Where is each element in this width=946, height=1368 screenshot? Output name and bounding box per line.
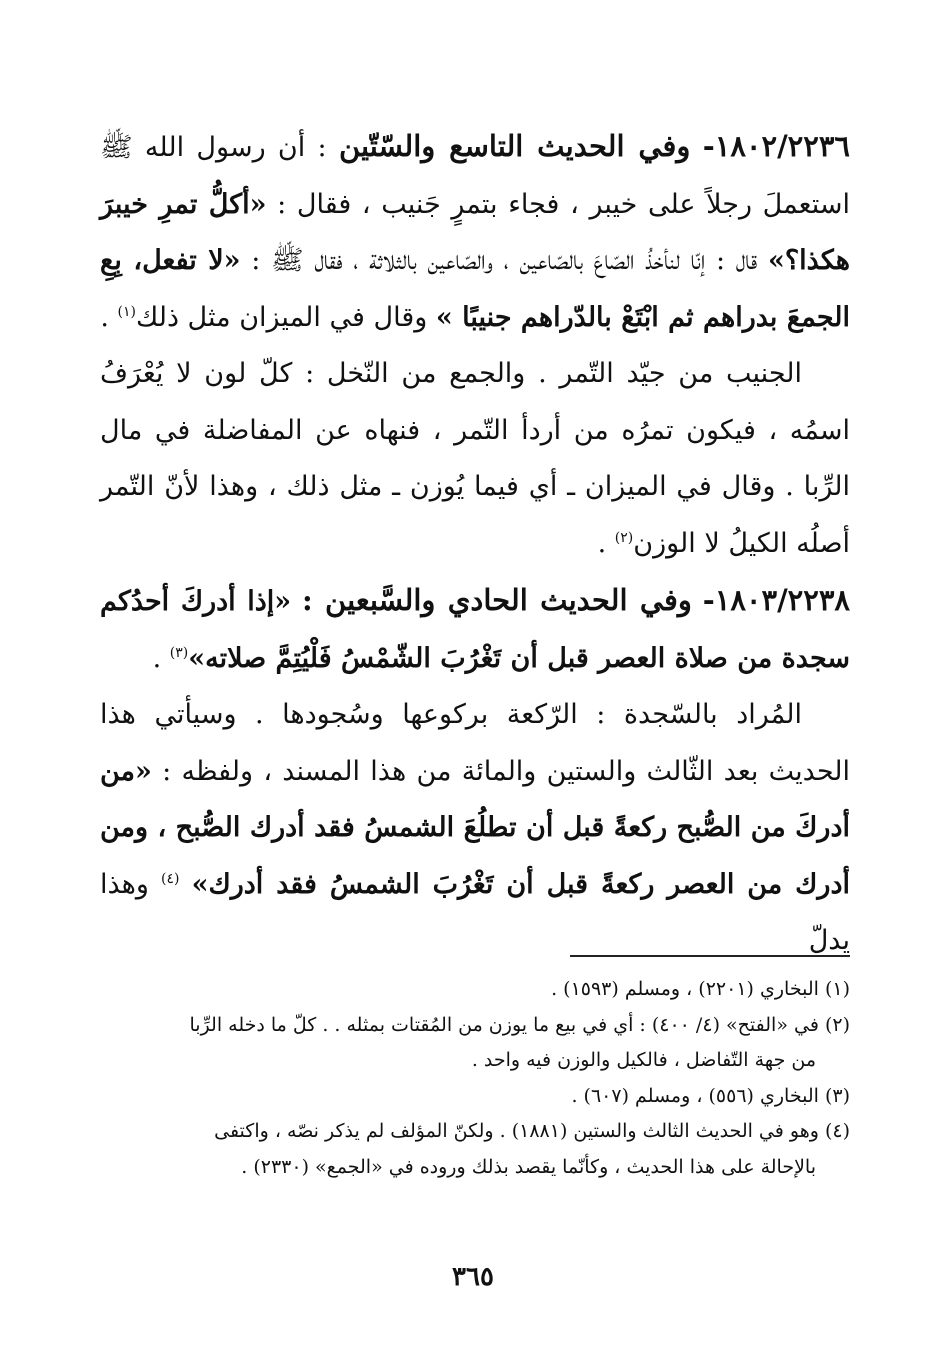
hadith-heading: وفي الحديث التاسع والسّتّين (338, 129, 691, 163)
paragraph-hadith-1803 (100, 572, 850, 687)
hadith-quote: «لا تفعل، بِعِ الجمعَ بدراهم ثم ابْتَعْ بالدّراهم جنيبًا » (100, 245, 850, 333)
hadith-quote: «إذا أدركَ أحدُكم سجدة من صلاة العصر قبل أن تَغْرُبَ الشّمْسُ فَلْيُتِمَّ صلاته» (100, 586, 850, 674)
main-text (100, 118, 850, 970)
commentary-text: الجنيب من جيّد التّمر . والجمع من النّخل : كلّ لون لا يُعْرَفُ اسمُه ، فيكون تمرُه من أردأ التّمر ، فنهاه عن المفاضلة في مال الرِّبا . وقال في الميزان ـ أي فيما يُوزن ـ مثل ذلك ، وهذا لأنّ التّمر أصلُه الكيلُ لا الوزن (100, 358, 850, 559)
paragraph-commentary-2 (100, 687, 850, 970)
commentary-text: المُراد بالسّجدة : الرّكعة بركوعها وسُجودها . وسيأتي هذا الحديث بعد الثّالث والستين والمائة من هذا المسند ، ولفظه : (100, 699, 850, 787)
footnote-2-continuation: من جهة التّفاضل ، فالكيل والوزن فيه واحد . (471, 1049, 816, 1071)
footnotes (100, 972, 850, 1185)
sentence-end: . (100, 301, 109, 333)
paragraph-hadith-1802 (100, 118, 850, 346)
footnote-3: (٣) البخاري (٥٥٦) ، ومسلم (٦٠٧) . (571, 1084, 850, 1107)
footnote-marker: (٤) (161, 870, 180, 887)
hadith-heading: وفي الحديث الحادي والسَّبعين : (302, 583, 692, 617)
footnote-marker: (١) (117, 303, 136, 320)
hadith-number: ١٨٠٢/٢٢٣٦- (702, 129, 850, 163)
hadith-quote: «من أدركَ من الصُّبح ركعةً قبل أن تطلُعَ الشمسُ فقد أدرك الصُّبح ، ومن أدرك من العصر ركعةً قبل أن تَغْرُبَ الشمسُ فقد أدرك» (100, 755, 850, 900)
footnote-separator (570, 955, 850, 957)
commentary-text: وهذا يدلّ (100, 868, 850, 956)
paragraph-commentary-1 (100, 346, 850, 572)
footnote-2: (٢) في «الفتح» (٤/ ٤٠٠) : أي في بيع ما يوزن من المُقتات بمثله . . كلّ ما دخله الرِّبا (189, 1013, 850, 1036)
footnote-marker: (٢) (614, 529, 634, 546)
footnote-marker: (٣) (169, 644, 189, 661)
footnote-4-continuation: بالإحالة على هذا الحديث ، وكأنّما يقصد بذلك وروده في «الجمع» (٢٣٣٠) . (241, 1155, 816, 1178)
hadith-number: ١٨٠٣/٢٢٣٨- (702, 583, 850, 617)
hadith-intro: : أن رسول الله ﷺ استعملَ رجلاً على خيبر ، فجاء بتمرٍ جَنيب ، فقال : (100, 132, 850, 220)
sentence-end: . (152, 642, 162, 674)
sentence-end: . (597, 527, 607, 559)
page-number: ٣٦٥ (452, 1262, 494, 1292)
footnote-4: (٤) وهو في الحديث الثالث والستين (١٨٨١) . ولكنّ المؤلف لم يذكر نصّه ، واكتفى (214, 1120, 850, 1142)
hadith-quote: «أكلُّ تمرِ خيبرَ هكذا؟» (100, 188, 850, 276)
hadith-text: قال : إنّا لنأخذُ الصّاعَ بالصّاعين ، والصّاعين بالثلاثة ، فقال ﷺ : (251, 245, 758, 276)
footnote-1: (١) البخاري (٢٢٠١) ، ومسلم (١٥٩٣) . (551, 978, 850, 1000)
hadith-text: وقال في الميزان مثل ذلك (135, 301, 428, 333)
